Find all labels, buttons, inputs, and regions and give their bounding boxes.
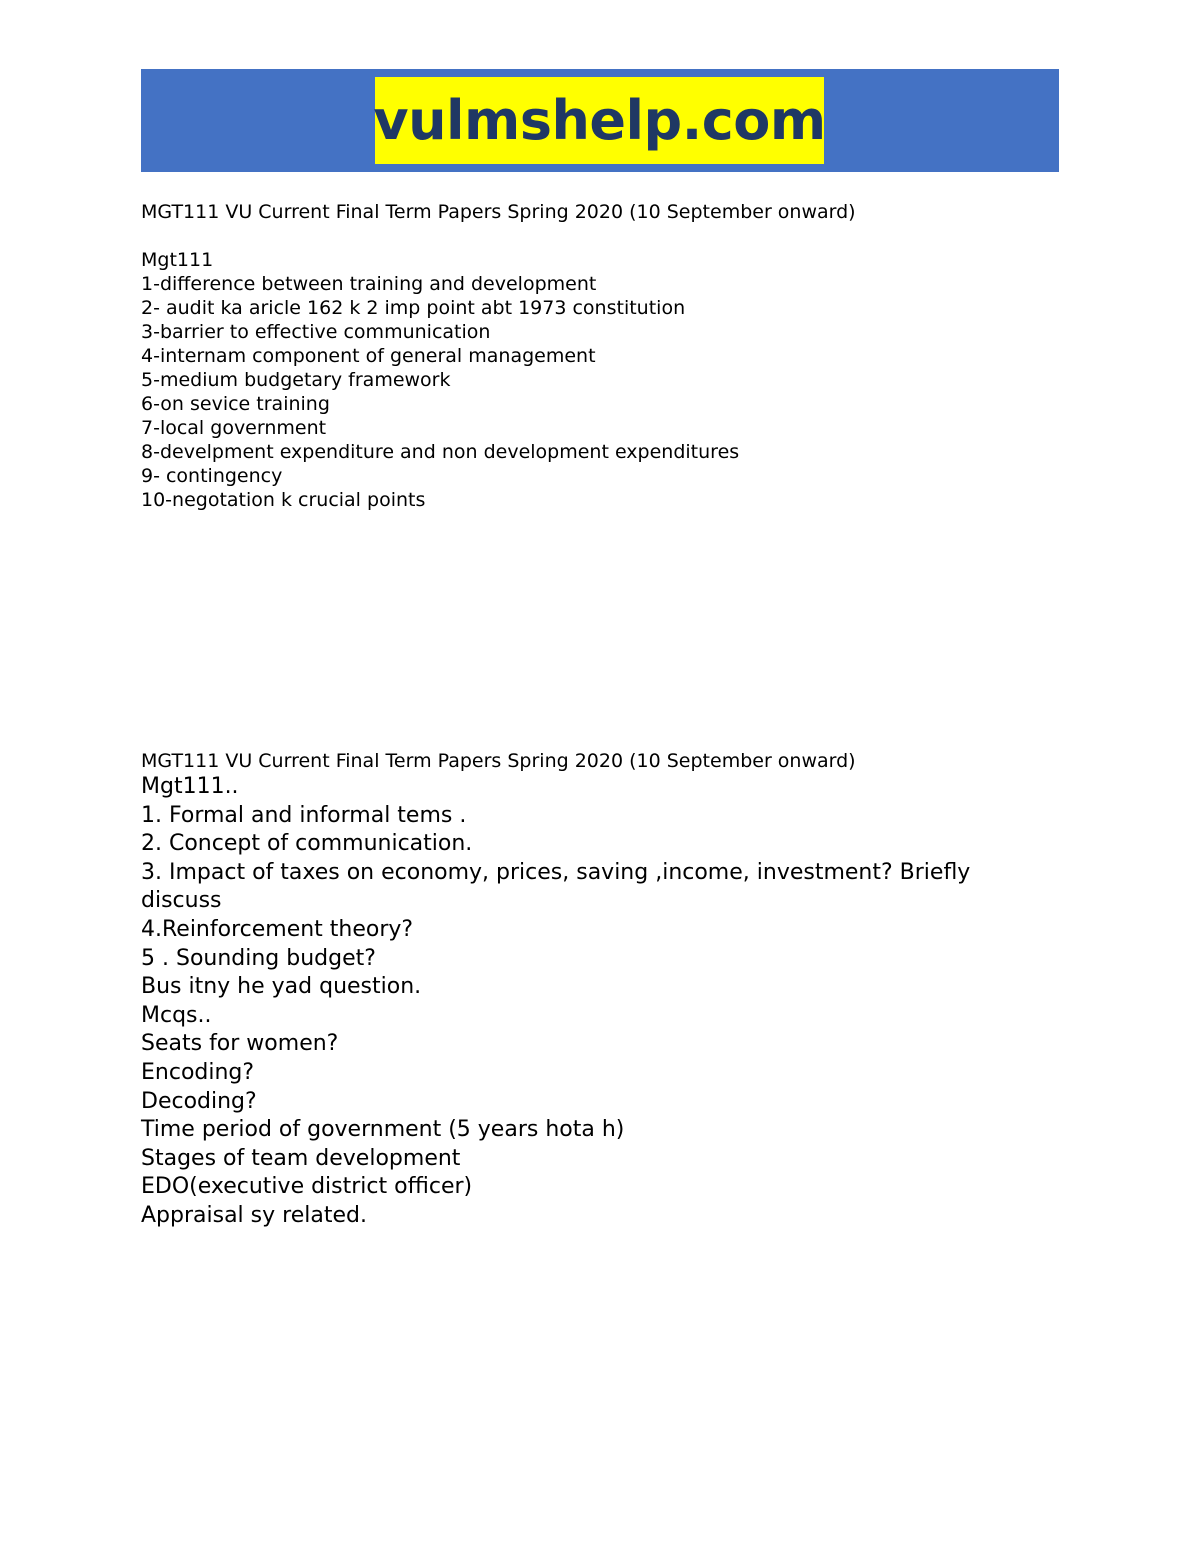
list-item: Decoding?	[141, 1088, 257, 1114]
list-item: 2- audit ka aricle 162 k 2 imp point abt 1973 constitution	[141, 297, 686, 319]
paper-2	[141, 749, 1071, 1231]
list-item: Stages of team development	[141, 1145, 461, 1171]
list-item: Encoding?	[141, 1059, 255, 1085]
list-item: Appraisal sy related.	[141, 1202, 367, 1228]
list-item: 2. Concept of communication.	[141, 831, 473, 857]
paper-1	[141, 200, 1071, 512]
list-item: 1-difference between training and development	[141, 273, 597, 295]
paper-1-question-list	[141, 272, 1071, 512]
list-item: 6-on sevice training	[141, 393, 330, 415]
list-item: 1. Formal and informal tems .	[141, 802, 467, 828]
paper-2-question-list	[141, 802, 1071, 974]
list-item: 3-barrier to effective communication	[141, 321, 491, 343]
list-item: 8-develpment expenditure and non development expenditures	[141, 441, 740, 463]
list-item: 9- contingency	[141, 465, 283, 487]
list-item: Time period of government (5 years hota h)	[141, 1117, 625, 1143]
list-item: Seats for women?	[141, 1031, 339, 1057]
list-item: 3. Impact of taxes on economy, prices, saving ,income, investment? Briefly discuss	[141, 859, 971, 914]
list-item: 7-local government	[141, 417, 327, 439]
site-logo[interactable]: vulmshelp.com	[373, 88, 826, 152]
paper-1-title: MGT111 VU Current Final Term Papers Spring 2020 (10 September onward)	[141, 201, 856, 223]
paper-2-subject: Mgt111..	[141, 774, 239, 799]
list-item: 5-medium budgetary framework	[141, 369, 451, 391]
paper-1-subject: Mgt111	[141, 249, 214, 271]
list-item: EDO(executive district officer)	[141, 1174, 473, 1200]
mcqs-list	[141, 1030, 1071, 1230]
list-item: 10-negotation k crucial points	[141, 489, 426, 511]
paper-2-title: MGT111 VU Current Final Term Papers Spring 2020 (10 September onward)	[141, 750, 856, 772]
list-item: 5 . Sounding budget?	[141, 945, 376, 971]
spacer	[141, 224, 1071, 248]
paper-2-note: Bus itny he yad question.	[141, 974, 422, 1000]
logo-highlight	[375, 77, 824, 164]
list-item: 4.Reinforcement theory?	[141, 916, 414, 942]
list-item: 4-internam component of general management	[141, 345, 596, 367]
mcqs-heading: Mcqs..	[141, 1002, 212, 1028]
header-banner	[141, 69, 1059, 172]
